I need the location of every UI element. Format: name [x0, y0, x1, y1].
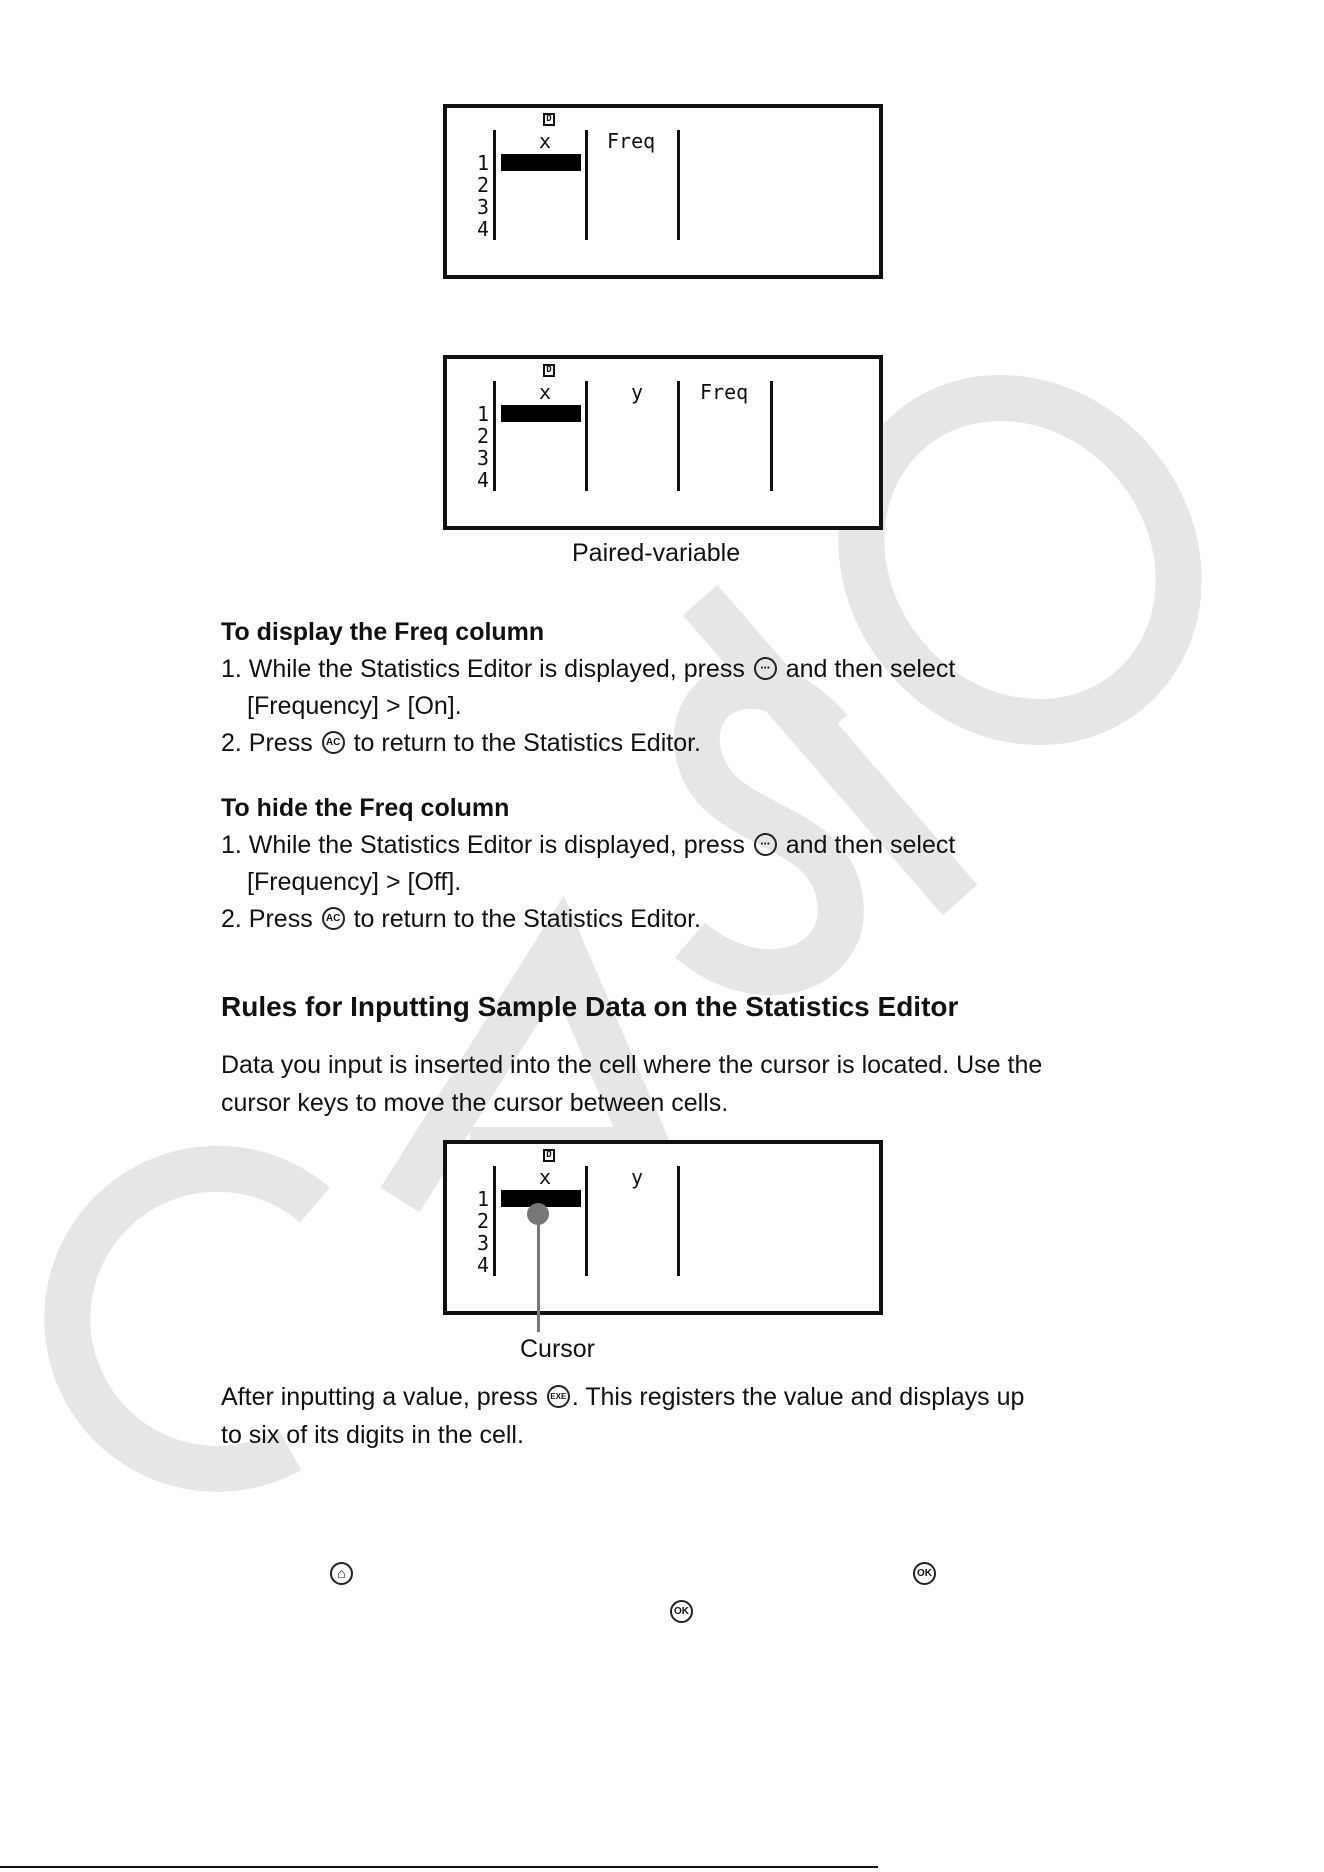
- hide-step-2: [221, 904, 701, 934]
- row-number: 3: [477, 1231, 490, 1255]
- paragraph-text: After inputting a value, press: [221, 1383, 538, 1411]
- row-number: 2: [477, 1209, 490, 1233]
- row-number: 2: [477, 173, 490, 197]
- cursor-pointer-line: [537, 1220, 540, 1332]
- ok-key-icon: OK: [670, 1600, 693, 1623]
- ac-key-icon: AC: [322, 731, 345, 754]
- step-text: to return to the Statistics Editor.: [353, 905, 701, 933]
- row-number: 3: [477, 195, 490, 219]
- column-header-y: y: [631, 1165, 644, 1189]
- home-key-icon: ⌂: [330, 1562, 353, 1585]
- cursor-mark-icon: D: [543, 364, 555, 377]
- paragraph-text: . This registers the value and displays up: [571, 1383, 1025, 1411]
- step-text: and then select: [785, 655, 956, 683]
- column-divider: [493, 1166, 496, 1276]
- column-divider: [677, 381, 680, 491]
- column-divider: [677, 130, 680, 240]
- row-number: 4: [477, 217, 490, 241]
- ok-key-icon: OK: [913, 1562, 936, 1585]
- section-heading-rules: Rules for Inputting Sample Data on the Statistics Editor: [221, 991, 959, 1022]
- stats-editor-screen-single: [443, 104, 883, 279]
- display-step-2: [221, 728, 701, 758]
- screen-caption-paired: Paired-variable: [572, 539, 741, 567]
- options-key-icon: ⋯: [754, 657, 777, 680]
- rules-paragraph-line-2: cursor keys to move the cursor between cells.: [221, 1089, 729, 1117]
- screen-caption-cursor: Cursor: [520, 1335, 596, 1363]
- step-text: 2. Press: [221, 905, 313, 933]
- stats-editor-screen-cursor: [443, 1140, 883, 1315]
- step-text: 2. Press: [221, 729, 313, 757]
- column-divider: [493, 130, 496, 240]
- section-heading-hide-freq: To hide the Freq column: [221, 794, 510, 822]
- row-number: 4: [477, 468, 490, 492]
- options-key-icon: ⋯: [754, 833, 777, 856]
- step-text: to return to the Statistics Editor.: [353, 729, 701, 757]
- section-heading-display-freq: To display the Freq column: [221, 618, 545, 646]
- display-step-1: [221, 654, 955, 684]
- cursor-mark-icon: D: [543, 113, 555, 126]
- column-header-x: x: [539, 129, 552, 153]
- svg-text:CASIO: CASIO: [0, 0, 4, 1]
- column-divider: [585, 1166, 588, 1276]
- display-step-1-continued: [Frequency] > [On].: [247, 692, 462, 720]
- column-header-y: y: [631, 380, 644, 404]
- exe-paragraph-line-1: [221, 1382, 1024, 1412]
- row-number: 2: [477, 424, 490, 448]
- step-text: 1. While the Statistics Editor is displayed, press: [221, 655, 745, 683]
- row-number: 4: [477, 1253, 490, 1277]
- row-number: 1: [477, 1187, 490, 1211]
- row-number: 1: [477, 151, 490, 175]
- row-number: 1: [477, 402, 490, 426]
- stats-editor-screen-paired: [443, 355, 883, 530]
- column-header-freq: Freq: [700, 380, 749, 404]
- exe-paragraph-line-2: to six of its digits in the cell.: [221, 1421, 524, 1449]
- column-divider: [585, 381, 588, 491]
- column-divider: [677, 1166, 680, 1276]
- column-divider: [493, 381, 496, 491]
- step-text: and then select: [785, 831, 956, 859]
- cell-cursor: [501, 405, 581, 422]
- column-divider: [585, 130, 588, 240]
- row-number: 3: [477, 446, 490, 470]
- exe-key-icon: EXE: [547, 1385, 570, 1408]
- step-text: 1. While the Statistics Editor is displayed, press: [221, 831, 745, 859]
- hide-step-1-continued: [Frequency] > [Off].: [247, 868, 462, 896]
- footer-rule: [0, 1866, 878, 1868]
- column-header-x: x: [539, 380, 552, 404]
- cursor-mark-icon: D: [543, 1149, 555, 1162]
- hide-step-1: [221, 830, 955, 860]
- rules-paragraph-line-1: Data you input is inserted into the cell where the cursor is located. Use the: [221, 1051, 1043, 1079]
- column-divider: [770, 381, 773, 491]
- column-header-x: x: [539, 1165, 552, 1189]
- column-header-freq: Freq: [607, 129, 656, 153]
- cell-cursor: [501, 154, 581, 171]
- ac-key-icon: AC: [322, 907, 345, 930]
